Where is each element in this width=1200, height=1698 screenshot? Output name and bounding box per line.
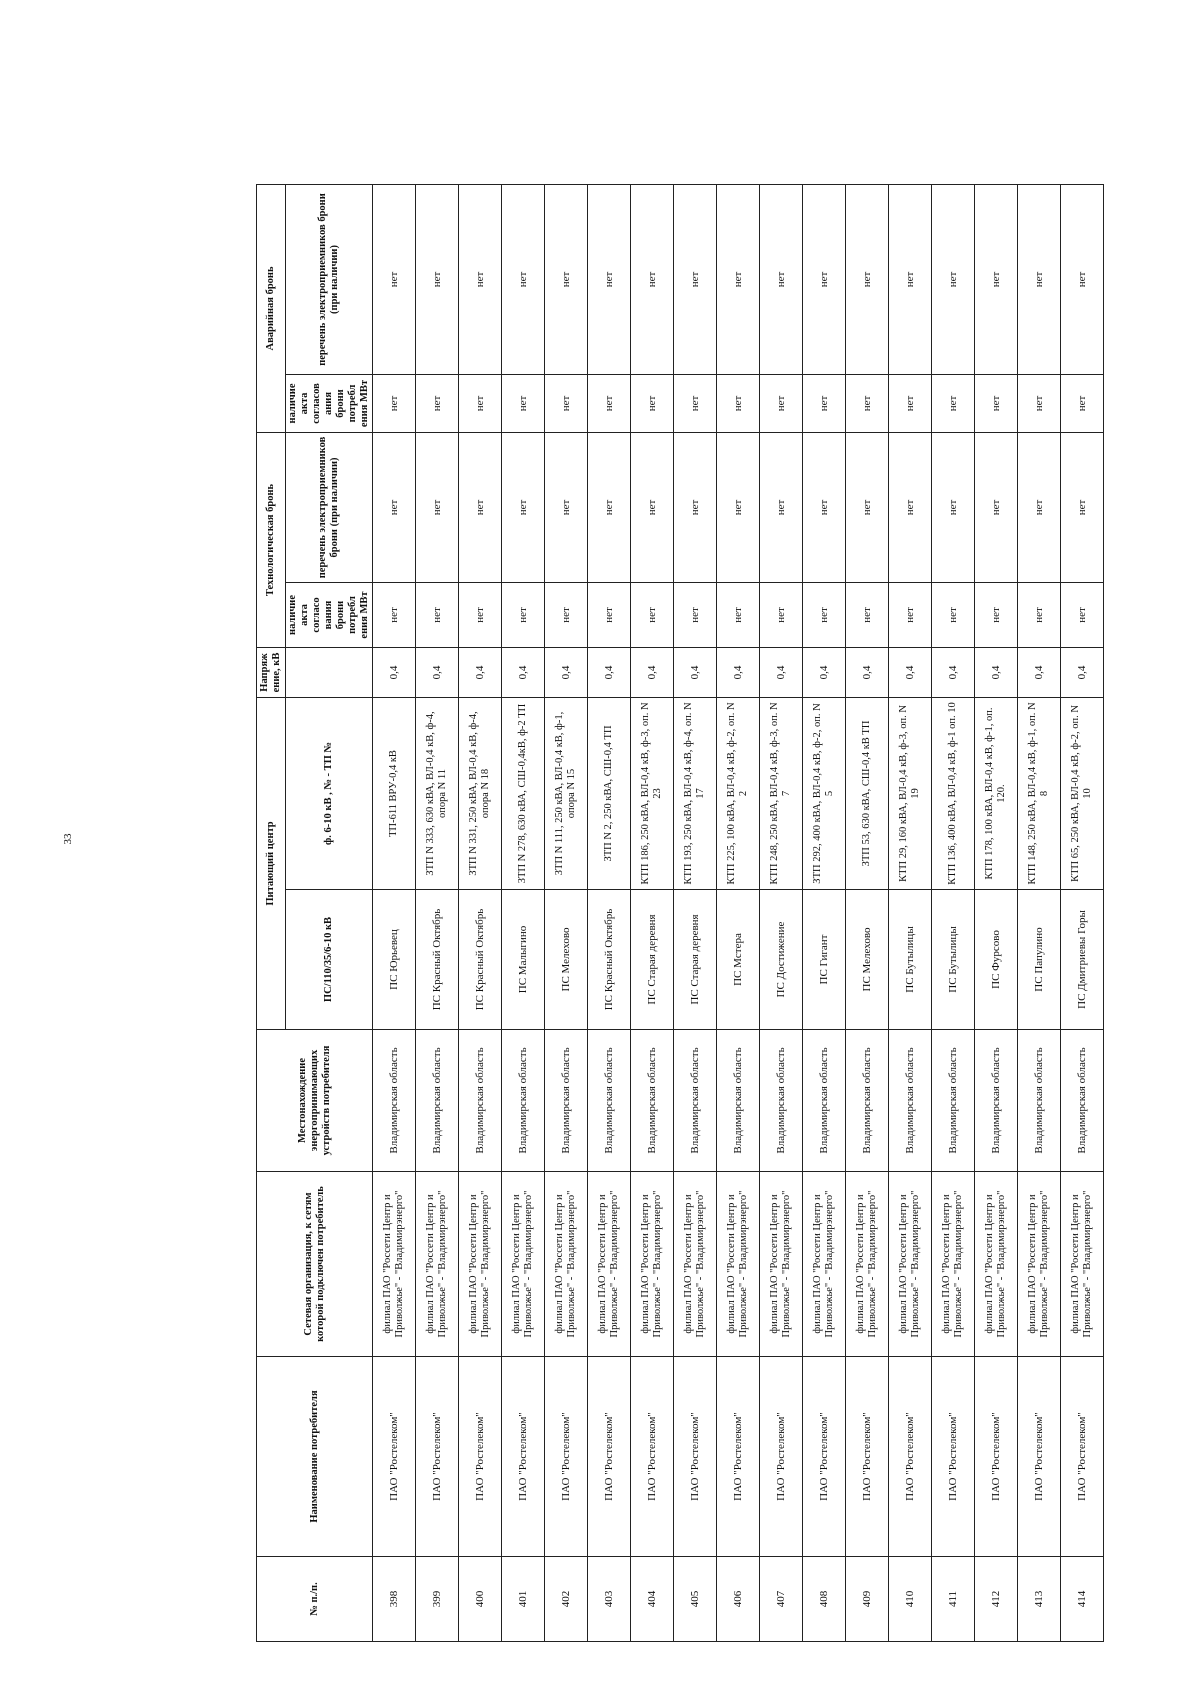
cell-org: филиал ПАО "Россети Центр и Приволжье" - "Владимирэнерго" <box>588 1172 631 1357</box>
cell-tech-list: нет <box>502 432 545 582</box>
cell-org: филиал ПАО "Россети Центр и Приволжье" - "Владимирэнерго" <box>846 1172 889 1357</box>
cell-tech-list: нет <box>717 432 760 582</box>
cell-org: филиал ПАО "Россети Центр и Приволжье" - "Владимирэнерго" <box>631 1172 674 1357</box>
cell-ps: ПС Старая деревня <box>631 890 674 1030</box>
cell-consumer: ПАО "Ростелеком" <box>588 1357 631 1557</box>
cell-consumer: ПАО "Ростелеком" <box>1061 1357 1104 1557</box>
cell-ps: ПС Мелехово <box>545 890 588 1030</box>
cell-org: филиал ПАО "Россети Центр и Приволжье" - "Владимирэнерго" <box>1061 1172 1104 1357</box>
cell-ps: ПС Старая деревня <box>674 890 717 1030</box>
cell-em-list: нет <box>760 184 803 374</box>
cell-voltage: 0,4 <box>889 647 932 697</box>
table-row <box>1061 184 1104 1641</box>
cell-tech-list: нет <box>760 432 803 582</box>
cell-tech-act: нет <box>588 582 631 647</box>
table-row <box>674 184 717 1641</box>
cell-location: Владимирская область <box>545 1030 588 1172</box>
cell-location: Владимирская область <box>1061 1030 1104 1172</box>
header-org: Сетевая организация, к сетям которой подключен потребитель <box>257 1172 373 1357</box>
cell-location: Владимирская область <box>1018 1030 1061 1172</box>
cell-feeder: ЗТП N 333, 630 кВА, ВЛ-0,4 кВ, ф-4, опора N 11 <box>416 697 459 889</box>
cell-tech-act: нет <box>889 582 932 647</box>
cell-voltage: 0,4 <box>717 647 760 697</box>
cell-voltage: 0,4 <box>416 647 459 697</box>
cell-tech-act: нет <box>631 582 674 647</box>
cell-em-list: нет <box>502 184 545 374</box>
cell-tech-list: нет <box>1061 432 1104 582</box>
cell-em-list: нет <box>1018 184 1061 374</box>
header-em-act: наличие акта согласов ания брони потребл ения МВт <box>286 374 373 432</box>
cell-num: 407 <box>760 1557 803 1642</box>
page-number: 33 <box>62 833 74 845</box>
cell-tech-act: нет <box>932 582 975 647</box>
cell-location: Владимирская область <box>459 1030 502 1172</box>
cell-tech-list: нет <box>846 432 889 582</box>
cell-em-act: нет <box>631 374 674 432</box>
cell-consumer: ПАО "Ростелеком" <box>373 1357 416 1557</box>
cell-tech-act: нет <box>416 582 459 647</box>
cell-ps: ПС Красный Октябрь <box>459 890 502 1030</box>
cell-em-act: нет <box>1061 374 1104 432</box>
cell-tech-list: нет <box>803 432 846 582</box>
header-tech-reserve: Технологическая бронь <box>257 432 286 647</box>
cell-voltage: 0,4 <box>545 647 588 697</box>
cell-em-list: нет <box>373 184 416 374</box>
cell-consumer: ПАО "Ростелеком" <box>502 1357 545 1557</box>
cell-ps: ПС Малыгино <box>502 890 545 1030</box>
cell-ps: ПС Красный Октябрь <box>588 890 631 1030</box>
cell-location: Владимирская область <box>373 1030 416 1172</box>
header-tech-act: наличие акта согласо вания брони потребл ения МВт <box>286 582 373 647</box>
cell-consumer: ПАО "Ростелеком" <box>975 1357 1018 1557</box>
cell-location: Владимирская область <box>889 1030 932 1172</box>
cell-org: филиал ПАО "Россети Центр и Приволжье" - "Владимирэнерго" <box>760 1172 803 1357</box>
cell-tech-list: нет <box>932 432 975 582</box>
cell-em-list: нет <box>975 184 1018 374</box>
table-body <box>373 184 1104 1641</box>
cell-em-act: нет <box>846 374 889 432</box>
cell-num: 401 <box>502 1557 545 1642</box>
cell-num: 408 <box>803 1557 846 1642</box>
cell-em-act: нет <box>373 374 416 432</box>
cell-tech-list: нет <box>373 432 416 582</box>
table-row <box>889 184 932 1641</box>
cell-num: 412 <box>975 1557 1018 1642</box>
cell-org: филиал ПАО "Россети Центр и Приволжье" - "Владимирэнерго" <box>502 1172 545 1357</box>
cell-consumer: ПАО "Ростелеком" <box>545 1357 588 1557</box>
cell-consumer: ПАО "Ростелеком" <box>717 1357 760 1557</box>
table-row <box>502 184 545 1641</box>
cell-em-list: нет <box>588 184 631 374</box>
header-num: № п./п. <box>257 1557 373 1642</box>
cell-tech-list: нет <box>674 432 717 582</box>
cell-feeder: КТП 193, 250 кВА, ВЛ-0,4 кВ, ф-4, оп. N 17 <box>674 697 717 889</box>
cell-voltage: 0,4 <box>502 647 545 697</box>
cell-ps: ПС Гигант <box>803 890 846 1030</box>
table-row <box>373 184 416 1641</box>
cell-num: 410 <box>889 1557 932 1642</box>
cell-tech-act: нет <box>373 582 416 647</box>
cell-voltage: 0,4 <box>1061 647 1104 697</box>
table-row <box>932 184 975 1641</box>
cell-voltage: 0,4 <box>803 647 846 697</box>
cell-org: филиал ПАО "Россети Центр и Приволжье" - "Владимирэнерго" <box>674 1172 717 1357</box>
cell-em-list: нет <box>545 184 588 374</box>
cell-location: Владимирская область <box>717 1030 760 1172</box>
cell-ps: ПС Бутылицы <box>889 890 932 1030</box>
cell-feeder: ЗТП N 278, 630 кВА, СШ-0,4кВ, ф-2 ТП <box>502 697 545 889</box>
cell-num: 403 <box>588 1557 631 1642</box>
cell-org: филиал ПАО "Россети Центр и Приволжье" - "Владимирэнерго" <box>975 1172 1018 1357</box>
cell-feeder: ЗТП 292, 400 кВА, ВЛ-0,4 кВ, ф-2, оп. N 5 <box>803 697 846 889</box>
cell-voltage: 0,4 <box>760 647 803 697</box>
cell-voltage: 0,4 <box>373 647 416 697</box>
header-feeder: ф. 6-10 кВ , № - ТП № <box>286 697 373 889</box>
cell-em-list: нет <box>717 184 760 374</box>
cell-location: Владимирская область <box>588 1030 631 1172</box>
cell-org: филиал ПАО "Россети Центр и Приволжье" - "Владимирэнерго" <box>932 1172 975 1357</box>
cell-feeder: КТП 225, 100 кВА, ВЛ-0,4 кВ, ф-2, оп. N 2 <box>717 697 760 889</box>
cell-num: 414 <box>1061 1557 1104 1642</box>
cell-voltage: 0,4 <box>674 647 717 697</box>
cell-voltage: 0,4 <box>975 647 1018 697</box>
cell-num: 413 <box>1018 1557 1061 1642</box>
cell-tech-act: нет <box>459 582 502 647</box>
cell-voltage: 0,4 <box>932 647 975 697</box>
cell-tech-list: нет <box>459 432 502 582</box>
cell-em-act: нет <box>459 374 502 432</box>
cell-em-act: нет <box>674 374 717 432</box>
table-row <box>545 184 588 1641</box>
cell-consumer: ПАО "Ростелеком" <box>459 1357 502 1557</box>
cell-em-list: нет <box>631 184 674 374</box>
cell-feeder: ЗТП N 331, 250 кВА, ВЛ-0,4 кВ, ф-4, опора N 18 <box>459 697 502 889</box>
header-voltage: Напряж ение, кВ <box>257 647 286 697</box>
cell-tech-act: нет <box>717 582 760 647</box>
table-row <box>846 184 889 1641</box>
cell-num: 400 <box>459 1557 502 1642</box>
cell-tech-act: нет <box>975 582 1018 647</box>
cell-org: филиал ПАО "Россети Центр и Приволжье" - "Владимирэнерго" <box>803 1172 846 1357</box>
cell-org: филиал ПАО "Россети Центр и Приволжье" - "Владимирэнерго" <box>1018 1172 1061 1357</box>
table-row <box>760 184 803 1641</box>
table-row <box>803 184 846 1641</box>
cell-consumer: ПАО "Ростелеком" <box>803 1357 846 1557</box>
cell-tech-act: нет <box>803 582 846 647</box>
cell-feeder: КТП 29, 160 кВА, ВЛ-0,4 кВ, ф-3, оп. N 19 <box>889 697 932 889</box>
cell-feeder: КТП 148, 250 кВА, ВЛ-0,4 кВ, ф-1, оп. N 8 <box>1018 697 1061 889</box>
table-row <box>631 184 674 1641</box>
cell-consumer: ПАО "Ростелеком" <box>846 1357 889 1557</box>
cell-tech-list: нет <box>631 432 674 582</box>
header-ps: ПС/110/35/6-10 кВ <box>286 890 373 1030</box>
cell-feeder: ЗТП N 111, 250 кВА, ВЛ-0,4 кВ, ф-1, опора N 15 <box>545 697 588 889</box>
cell-feeder: КТП 136, 400 кВА, ВЛ-0,4 кВ, ф-1 оп. 10 <box>932 697 975 889</box>
cell-location: Владимирская область <box>631 1030 674 1172</box>
cell-tech-list: нет <box>975 432 1018 582</box>
cell-voltage: 0,4 <box>846 647 889 697</box>
cell-ps: ПС Бутылицы <box>932 890 975 1030</box>
cell-org: филиал ПАО "Россети Центр и Приволжье" - "Владимирэнерго" <box>545 1172 588 1357</box>
cell-em-act: нет <box>932 374 975 432</box>
cell-ps: ПС Красный Октябрь <box>416 890 459 1030</box>
cell-location: Владимирская область <box>502 1030 545 1172</box>
cell-tech-list: нет <box>1018 432 1061 582</box>
cell-ps: ПС Дмитриевы Горы <box>1061 890 1104 1030</box>
cell-num: 411 <box>932 1557 975 1642</box>
cell-em-act: нет <box>502 374 545 432</box>
cell-em-act: нет <box>1018 374 1061 432</box>
cell-em-list: нет <box>932 184 975 374</box>
cell-em-act: нет <box>416 374 459 432</box>
cell-feeder: КТП 178, 100 кВА, ВЛ-0,4 кВ, ф-1, оп. 120. <box>975 697 1018 889</box>
cell-num: 405 <box>674 1557 717 1642</box>
cell-ps: ПС Мелехово <box>846 890 889 1030</box>
header-voltage-sub <box>286 647 373 697</box>
cell-tech-list: нет <box>545 432 588 582</box>
cell-em-list: нет <box>459 184 502 374</box>
cell-consumer: ПАО "Ростелеком" <box>416 1357 459 1557</box>
cell-org: филиал ПАО "Россети Центр и Приволжье" - "Владимирэнерго" <box>459 1172 502 1357</box>
cell-ps: ПС Достижение <box>760 890 803 1030</box>
cell-ps: ПС Мстера <box>717 890 760 1030</box>
cell-consumer: ПАО "Ростелеком" <box>760 1357 803 1557</box>
cell-consumer: ПАО "Ростелеком" <box>932 1357 975 1557</box>
cell-voltage: 0,4 <box>588 647 631 697</box>
table-row <box>459 184 502 1641</box>
cell-org: филиал ПАО "Россети Центр и Приволжье" - "Владимирэнерго" <box>717 1172 760 1357</box>
reserve-table <box>256 184 1104 1642</box>
cell-num: 398 <box>373 1557 416 1642</box>
cell-num: 404 <box>631 1557 674 1642</box>
table-row <box>717 184 760 1641</box>
cell-org: филиал ПАО "Россети Центр и Приволжье" - "Владимирэнерго" <box>889 1172 932 1357</box>
cell-feeder: КТП 248, 250 кВА, ВЛ-0,4 кВ, ф-3, оп. N 7 <box>760 697 803 889</box>
cell-tech-act: нет <box>1018 582 1061 647</box>
cell-voltage: 0,4 <box>631 647 674 697</box>
cell-feeder: ТП-611 ВРУ-0,4 кВ <box>373 697 416 889</box>
cell-feeder: КТП 65, 250 кВА, ВЛ-0,4 кВ, ф-2, оп. N 10 <box>1061 697 1104 889</box>
header-feeding-center: Питающий центр <box>257 697 286 1029</box>
cell-num: 402 <box>545 1557 588 1642</box>
cell-em-act: нет <box>760 374 803 432</box>
header-emergency-reserve: Аварийная бронь <box>257 184 286 432</box>
cell-location: Владимирская область <box>760 1030 803 1172</box>
cell-ps: ПС Фурсово <box>975 890 1018 1030</box>
cell-feeder: ЗТП 53, 630 кВА, СШ-0,4 кВ ТП <box>846 697 889 889</box>
cell-em-list: нет <box>674 184 717 374</box>
table-row <box>1018 184 1061 1641</box>
cell-voltage: 0,4 <box>1018 647 1061 697</box>
cell-tech-act: нет <box>674 582 717 647</box>
cell-em-list: нет <box>803 184 846 374</box>
cell-em-list: нет <box>416 184 459 374</box>
cell-num: 399 <box>416 1557 459 1642</box>
cell-em-list: нет <box>846 184 889 374</box>
cell-voltage: 0,4 <box>459 647 502 697</box>
cell-em-act: нет <box>545 374 588 432</box>
cell-tech-act: нет <box>545 582 588 647</box>
cell-location: Владимирская область <box>846 1030 889 1172</box>
cell-em-act: нет <box>588 374 631 432</box>
cell-tech-act: нет <box>760 582 803 647</box>
cell-em-act: нет <box>803 374 846 432</box>
cell-num: 409 <box>846 1557 889 1642</box>
cell-consumer: ПАО "Ростелеком" <box>1018 1357 1061 1557</box>
cell-em-act: нет <box>975 374 1018 432</box>
cell-ps: ПС Папулино <box>1018 890 1061 1030</box>
cell-tech-list: нет <box>416 432 459 582</box>
cell-location: Владимирская область <box>975 1030 1018 1172</box>
cell-location: Владимирская область <box>416 1030 459 1172</box>
table-row <box>416 184 459 1641</box>
cell-em-act: нет <box>717 374 760 432</box>
cell-tech-act: нет <box>502 582 545 647</box>
cell-consumer: ПАО "Ростелеком" <box>674 1357 717 1557</box>
cell-tech-list: нет <box>889 432 932 582</box>
cell-org: филиал ПАО "Россети Центр и Приволжье" - "Владимирэнерго" <box>416 1172 459 1357</box>
cell-em-list: нет <box>889 184 932 374</box>
cell-location: Владимирская область <box>932 1030 975 1172</box>
header-consumer: Наименование потребителя <box>257 1357 373 1557</box>
cell-tech-act: нет <box>846 582 889 647</box>
table-row <box>588 184 631 1641</box>
cell-num: 406 <box>717 1557 760 1642</box>
cell-org: филиал ПАО "Россети Центр и Приволжье" - "Владимирэнерго" <box>373 1172 416 1357</box>
cell-em-list: нет <box>1061 184 1104 374</box>
header-em-list: перечень электроприемников брони (при наличии) <box>286 184 373 374</box>
header-location: Местонахождение энергопринимающих устройств потребителя <box>257 1030 373 1172</box>
header-row-top <box>257 184 286 1641</box>
cell-feeder: ЗТП N 2, 250 кВА, СШ-0,4 ТП <box>588 697 631 889</box>
table-row <box>975 184 1018 1641</box>
header-tech-list: перечень электроприемников брони (при наличии) <box>286 432 373 582</box>
cell-location: Владимирская область <box>803 1030 846 1172</box>
cell-consumer: ПАО "Ростелеком" <box>889 1357 932 1557</box>
cell-em-act: нет <box>889 374 932 432</box>
cell-ps: ПС Юрьевец <box>373 890 416 1030</box>
cell-tech-act: нет <box>1061 582 1104 647</box>
cell-tech-list: нет <box>588 432 631 582</box>
cell-feeder: КТП 186, 250 кВА, ВЛ-0,4 кВ, ф-3, оп. N 23 <box>631 697 674 889</box>
cell-consumer: ПАО "Ростелеком" <box>631 1357 674 1557</box>
cell-location: Владимирская область <box>674 1030 717 1172</box>
